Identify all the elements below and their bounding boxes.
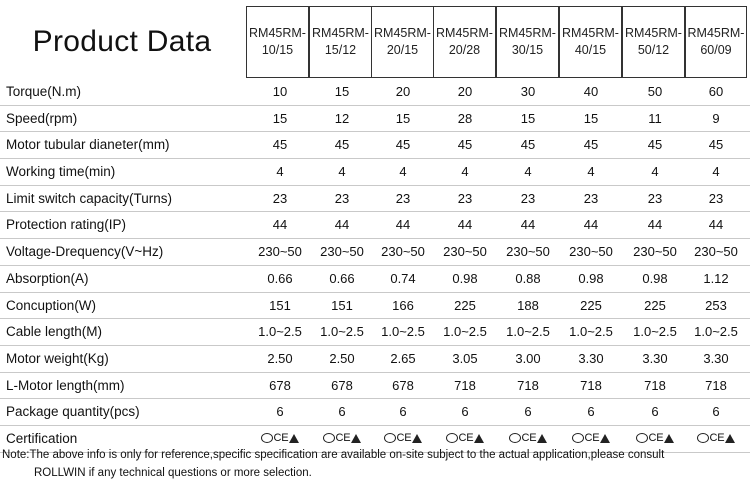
page-title: Product Data: [32, 25, 212, 58]
row-label: Concuption(W): [6, 297, 97, 313]
table-cell: 1.0~2.5: [443, 324, 487, 340]
table-cell: 23: [708, 190, 724, 206]
table-cell: 4: [651, 164, 659, 180]
table-cell: 15: [520, 110, 536, 126]
table-row: [0, 319, 750, 346]
table-cell: 45: [520, 137, 536, 153]
table-cell: 151: [269, 297, 291, 313]
table-cell: 1.12: [703, 270, 729, 286]
row-label: Certification: [6, 430, 78, 446]
table-cell: 6: [587, 404, 595, 420]
table-cell: 6: [712, 404, 720, 420]
model-name: RM45RM- 60/09: [687, 26, 745, 57]
ccc-mark-icon: [636, 433, 648, 443]
table-cell: 0.98: [642, 270, 668, 286]
table-cell: 230~50: [506, 244, 550, 260]
table-row: [0, 239, 750, 266]
ccc-mark-icon: [384, 433, 396, 443]
table-cell: 188: [517, 297, 539, 313]
table-cell: 166: [392, 297, 414, 313]
table-cell: 15: [395, 110, 411, 126]
model-name: RM45RM- 30/15: [499, 26, 556, 57]
table-cell: 225: [580, 297, 602, 313]
warning-triangle-icon: [474, 434, 484, 443]
row-label: Torque(N.m): [6, 84, 82, 99]
table-cell: 44: [520, 217, 536, 233]
table-cell: 45: [272, 137, 288, 153]
row-label: Cable length(M): [6, 324, 103, 340]
row-label: Motor weight(Kg): [6, 350, 109, 366]
model-header-8: [685, 6, 747, 78]
table-cell: 151: [331, 297, 353, 313]
footnote-line-1: Note:The above info is only for reference,specific specification are available on-site subject to the actual application,please consult: [2, 449, 665, 461]
table-cell: 0.74: [390, 270, 416, 286]
row-label: Voltage-Drequency(V~Hz): [6, 244, 164, 260]
table-cell: 2.50: [267, 350, 293, 366]
table-cell: 40: [583, 84, 599, 99]
table-cell: 45: [708, 137, 724, 153]
ccc-mark-icon: [509, 433, 521, 443]
table-cell: 1.0~2.5: [694, 324, 738, 340]
table-cell: 15: [334, 84, 350, 99]
table-row: [0, 212, 750, 239]
table-cell: 20: [395, 84, 411, 99]
table-cell: 230~50: [258, 244, 302, 260]
table-cell: 718: [705, 377, 727, 393]
table-row: [0, 159, 750, 186]
table-cell: 45: [395, 137, 411, 153]
table-cell: 718: [580, 377, 602, 393]
table-cell: 44: [272, 217, 288, 233]
ce-mark-icon: CE: [648, 431, 664, 444]
table-cell: 230~50: [320, 244, 364, 260]
table-cell: 3.30: [578, 350, 604, 366]
table-cell: 23: [457, 190, 473, 206]
table-header: [0, 6, 750, 78]
ccc-mark-icon: [323, 433, 335, 443]
row-label: Absorption(A): [6, 270, 89, 286]
row-label: Motor tubular dianeter(mm): [6, 137, 170, 153]
ce-mark-icon: CE: [709, 431, 725, 444]
table-cell: 0.66: [329, 270, 355, 286]
table-cell: 45: [334, 137, 350, 153]
table-cell: 6: [461, 404, 469, 420]
table-cell: 230~50: [694, 244, 738, 260]
table-cell: 23: [272, 190, 288, 206]
table-cell: 3.00: [515, 350, 541, 366]
table-cell: 50: [647, 84, 663, 99]
table-cell: 44: [457, 217, 473, 233]
table-cell: 44: [647, 217, 663, 233]
table-cell: 23: [395, 190, 411, 206]
table-row: [0, 106, 750, 133]
warning-triangle-icon: [412, 434, 422, 443]
table-cell: 11: [648, 110, 662, 126]
table-row: [0, 346, 750, 373]
table-cell: 3.05: [452, 350, 478, 366]
model-header-4: [433, 6, 496, 78]
model-name: RM45RM- 20/15: [374, 26, 431, 57]
table-cell: 0.98: [578, 270, 604, 286]
model-header-3: [371, 6, 434, 78]
table-cell: 15: [272, 110, 288, 126]
warning-triangle-icon: [664, 434, 674, 443]
table-cell: 2.50: [329, 350, 355, 366]
table-cell: 0.98: [452, 270, 478, 286]
model-name: RM45RM- 10/15: [249, 26, 306, 57]
table-cell: 718: [454, 377, 476, 393]
ce-mark-icon: CE: [273, 431, 289, 444]
table-cell: 4: [461, 164, 469, 180]
table-cell: 60: [708, 84, 724, 99]
table-cell: 12: [334, 110, 350, 126]
ccc-mark-icon: [261, 433, 273, 443]
table-cell: 230~50: [633, 244, 677, 260]
table-cell: 1.0~2.5: [506, 324, 550, 340]
table-cell: 1.0~2.5: [381, 324, 425, 340]
table-cell: 230~50: [443, 244, 487, 260]
table-cell: 30: [520, 84, 536, 99]
table-cell: 45: [647, 137, 663, 153]
table-cell: 718: [517, 377, 539, 393]
warning-triangle-icon: [725, 434, 735, 443]
table-cell: 9: [712, 110, 720, 126]
table-cell: 44: [395, 217, 411, 233]
row-label: Protection rating(IP): [6, 217, 127, 233]
table-row: [0, 132, 750, 159]
table-cell: 45: [457, 137, 473, 153]
table-row: [0, 79, 750, 106]
warning-triangle-icon: [600, 434, 610, 443]
table-row: [0, 293, 750, 320]
table-cell: 10: [272, 84, 288, 99]
row-label: Package quantity(pcs): [6, 404, 140, 420]
table-cell: 3.30: [642, 350, 668, 366]
ce-mark-icon: CE: [458, 431, 474, 444]
row-label: Speed(rpm): [6, 110, 78, 126]
table-cell: 4: [712, 164, 720, 180]
row-label: Working time(min): [6, 164, 116, 180]
table-cell: 230~50: [381, 244, 425, 260]
table-cell: 1.0~2.5: [633, 324, 677, 340]
table-cell: 230~50: [569, 244, 613, 260]
table-cell: 3.30: [703, 350, 729, 366]
table-cell: 253: [705, 297, 727, 313]
footnote: [2, 446, 750, 482]
table-cell: 44: [708, 217, 724, 233]
table-cell: 4: [587, 164, 595, 180]
table-cell: 6: [338, 404, 346, 420]
ccc-mark-icon: [697, 433, 709, 443]
model-header-7: [622, 6, 685, 78]
footnote-line-2: ROLLWIN if any technical questions or more selection.: [34, 467, 312, 479]
ce-mark-icon: CE: [396, 431, 412, 444]
table-cell: 6: [524, 404, 532, 420]
ccc-mark-icon: [572, 433, 584, 443]
ce-mark-icon: CE: [584, 431, 600, 444]
table-row: [0, 266, 750, 293]
table-cell: 225: [454, 297, 476, 313]
table-cell: 44: [334, 217, 350, 233]
table-cell: 1.0~2.5: [320, 324, 364, 340]
table-cell: 6: [276, 404, 284, 420]
table-cell: 23: [583, 190, 599, 206]
model-name: RM45RM- 50/12: [625, 26, 682, 57]
model-name: RM45RM- 40/15: [562, 26, 619, 57]
table-cell: 15: [583, 110, 599, 126]
ccc-mark-icon: [446, 433, 458, 443]
table-cell: 678: [331, 377, 353, 393]
warning-triangle-icon: [351, 434, 361, 443]
model-header-5: [496, 6, 559, 78]
table-cell: 718: [644, 377, 666, 393]
table-cell: 45: [583, 137, 599, 153]
table-row: [0, 186, 750, 213]
model-header-6: [559, 6, 622, 78]
table-cell: 2.65: [390, 350, 416, 366]
table-cell: 23: [647, 190, 663, 206]
model-header-2: [309, 6, 372, 78]
warning-triangle-icon: [289, 434, 299, 443]
table-cell: 4: [399, 164, 407, 180]
ce-mark-icon: CE: [521, 431, 537, 444]
table-cell: 6: [399, 404, 407, 420]
table-row: [0, 399, 750, 426]
table-cell: 0.66: [267, 270, 293, 286]
table-cell: 23: [334, 190, 350, 206]
table-cell: 225: [644, 297, 666, 313]
table-cell: 23: [520, 190, 536, 206]
table-cell: 44: [583, 217, 599, 233]
warning-triangle-icon: [537, 434, 547, 443]
table-cell: 4: [338, 164, 346, 180]
model-name: RM45RM- 20/28: [436, 26, 493, 57]
table-cell: 678: [269, 377, 291, 393]
table-row: [0, 373, 750, 400]
table-cell: 28: [457, 110, 473, 126]
model-name: RM45RM- 15/12: [312, 26, 369, 57]
row-label: L-Motor length(mm): [6, 377, 125, 393]
spec-table: [0, 79, 750, 453]
ce-mark-icon: CE: [335, 431, 351, 444]
table-cell: 678: [392, 377, 414, 393]
table-cell: 0.88: [515, 270, 541, 286]
table-cell: 4: [276, 164, 284, 180]
row-label: Limit switch capacity(Turns): [6, 190, 173, 206]
table-cell: 4: [524, 164, 532, 180]
table-cell: 20: [457, 84, 473, 99]
model-header-1: [246, 6, 309, 78]
table-cell: 6: [651, 404, 659, 420]
table-cell: 1.0~2.5: [569, 324, 613, 340]
table-cell: 1.0~2.5: [258, 324, 302, 340]
